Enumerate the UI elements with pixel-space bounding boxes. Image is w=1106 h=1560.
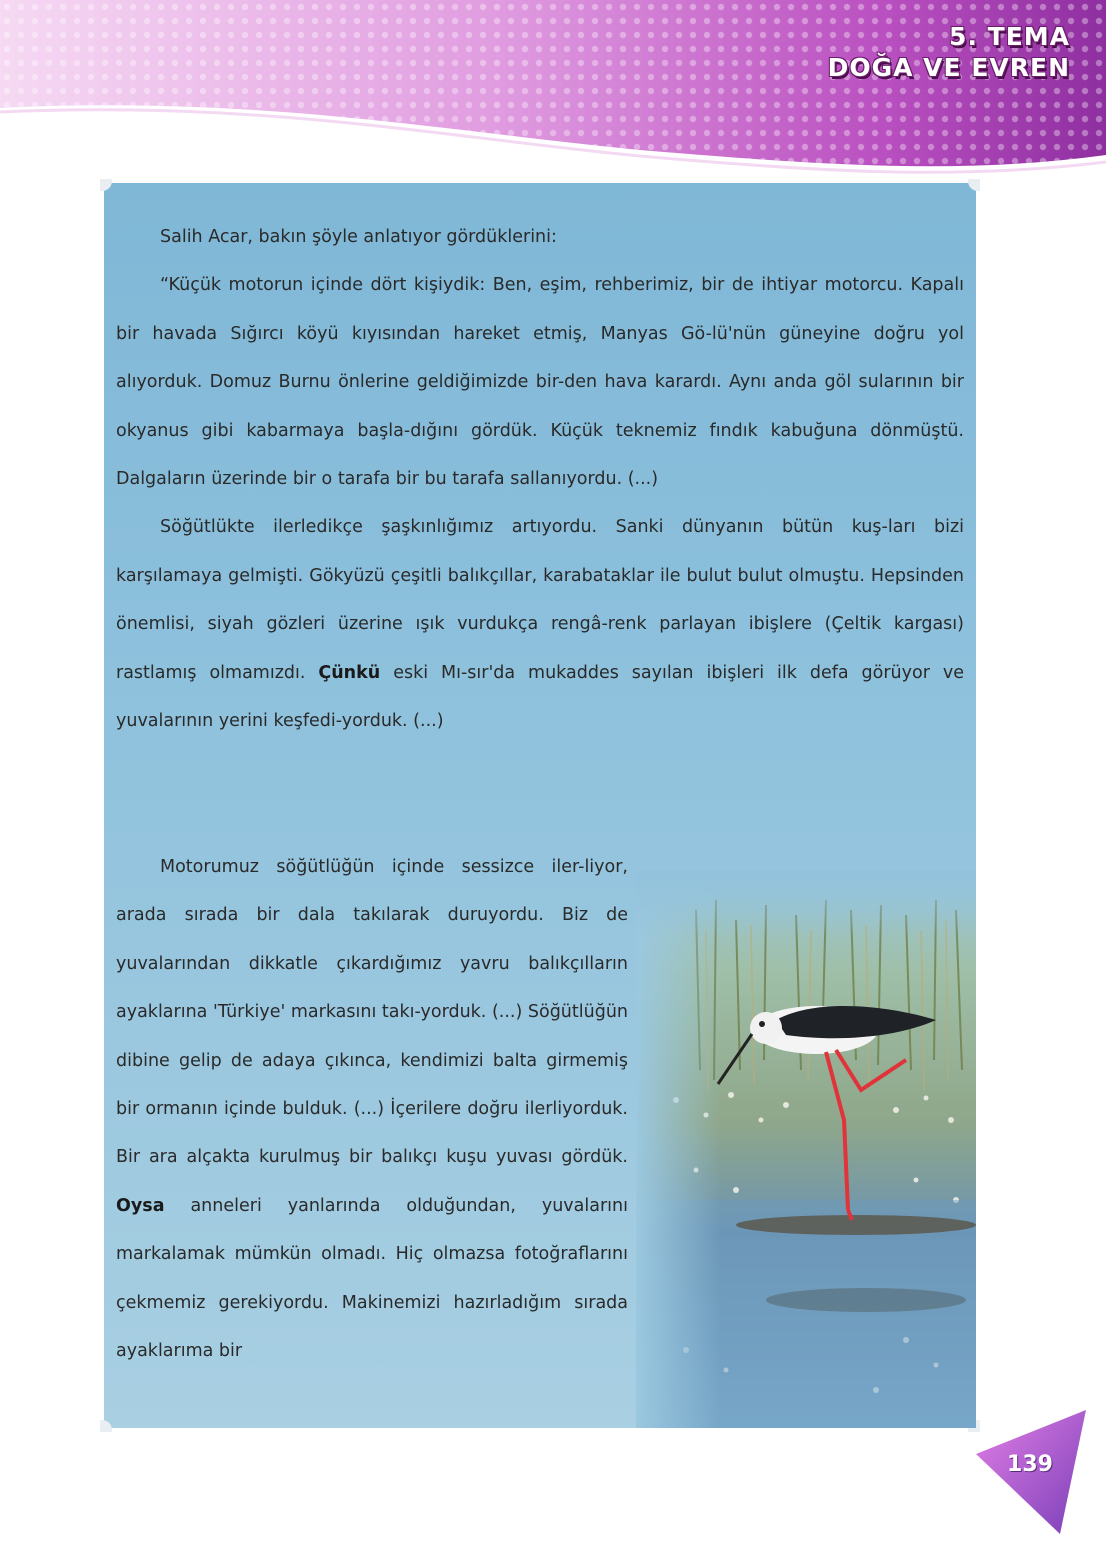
bold-conjunction: Çünkü — [318, 662, 381, 683]
page-number: 139 — [1007, 1452, 1053, 1477]
theme-title: DOĞA VE EVREN — [827, 53, 1070, 82]
bird-photo — [636, 870, 976, 1428]
theme-heading — [828, 22, 1070, 84]
panel-corner — [968, 179, 980, 191]
panel-corner — [100, 1420, 112, 1432]
paragraph: Salih Acar, bakın şöyle anlatıyor gördüklerini: — [160, 227, 557, 247]
bold-conjunction: Oysa — [116, 1195, 165, 1216]
paragraph — [116, 843, 628, 1375]
paragraph — [116, 503, 964, 745]
paragraph-text: Motorumuz söğütlüğün içinde sessizce iler-liyor, arada sırada bir dala takılarak duruyordu. Biz de yuvalarından dikkatle çıkardığımız yavru balıkçılların ayaklarına 'Türkiye' markasını takı-yorduk. (...) Söğütlüğün dibine gelip de adaya çıkınca, kendimizi balta girmemiş bir ormanın içinde bulduk. (...) İçerilere doğru ilerliyorduk. Bir ara alçakta kurulmuş bir balıkçı kuşu yuvası gördük. — [116, 857, 628, 1168]
paragraph-text: anneleri yanlarında olduğundan, yuvalarını markalamak mümkün olmadı. Hiç olmazsa fotoğraflarını çekmemiz gerekiyordu. Makinemizi hazırladığım sırada ayaklarıma bir — [116, 1195, 628, 1362]
paragraph: “Küçük motorun içinde dört kişiydik: Ben, eşim, rehberimiz, bir de ihtiyar motorcu. Kapalı bir havada Sığırcı köyü kıyısından hareket etmiş, Manyas Gö-lü'nün güneyine doğru yol alıyorduk. Domuz Burnu önlerine geldiğimizde bir-den hava karardı. Aynı anda göl sularının bir okyanus gibi kabarmaya başla-dığını gördük. Küçük teknemiz fındık kabuğuna dönmüştü. Dalgaların üzerinde bir o tarafa bir bu tarafa sallanıyordu. (...) — [116, 275, 964, 490]
paragraph-text: Söğütlükte ilerledikçe şaşkınlığımız artıyordu. Sanki dünyanın bütün kuş-ları bizi karşılamaya gelmişti. Gökyüzü çeşitli balıkçıllar, karabataklar ile bulut bulut olmuştu. Hepsinden önemlisi, siyah gözleri üzerine ışık vurdukça rengâ-renk parlayan ibişlere (Çeltik kargası) rastlamış olmamızdı. — [116, 517, 964, 683]
paragraph-text: eski Mı-sır'da mukaddes sayılan ibişleri ilk defa görüyor ve yuvalarının yerini keşfedi-yorduk. (...) — [116, 662, 964, 732]
panel-corner — [100, 179, 112, 191]
reading-text-bottom — [116, 843, 628, 1375]
header-banner — [0, 0, 1106, 190]
reading-text-top — [116, 213, 964, 745]
theme-number: 5. TEMA — [949, 22, 1070, 51]
